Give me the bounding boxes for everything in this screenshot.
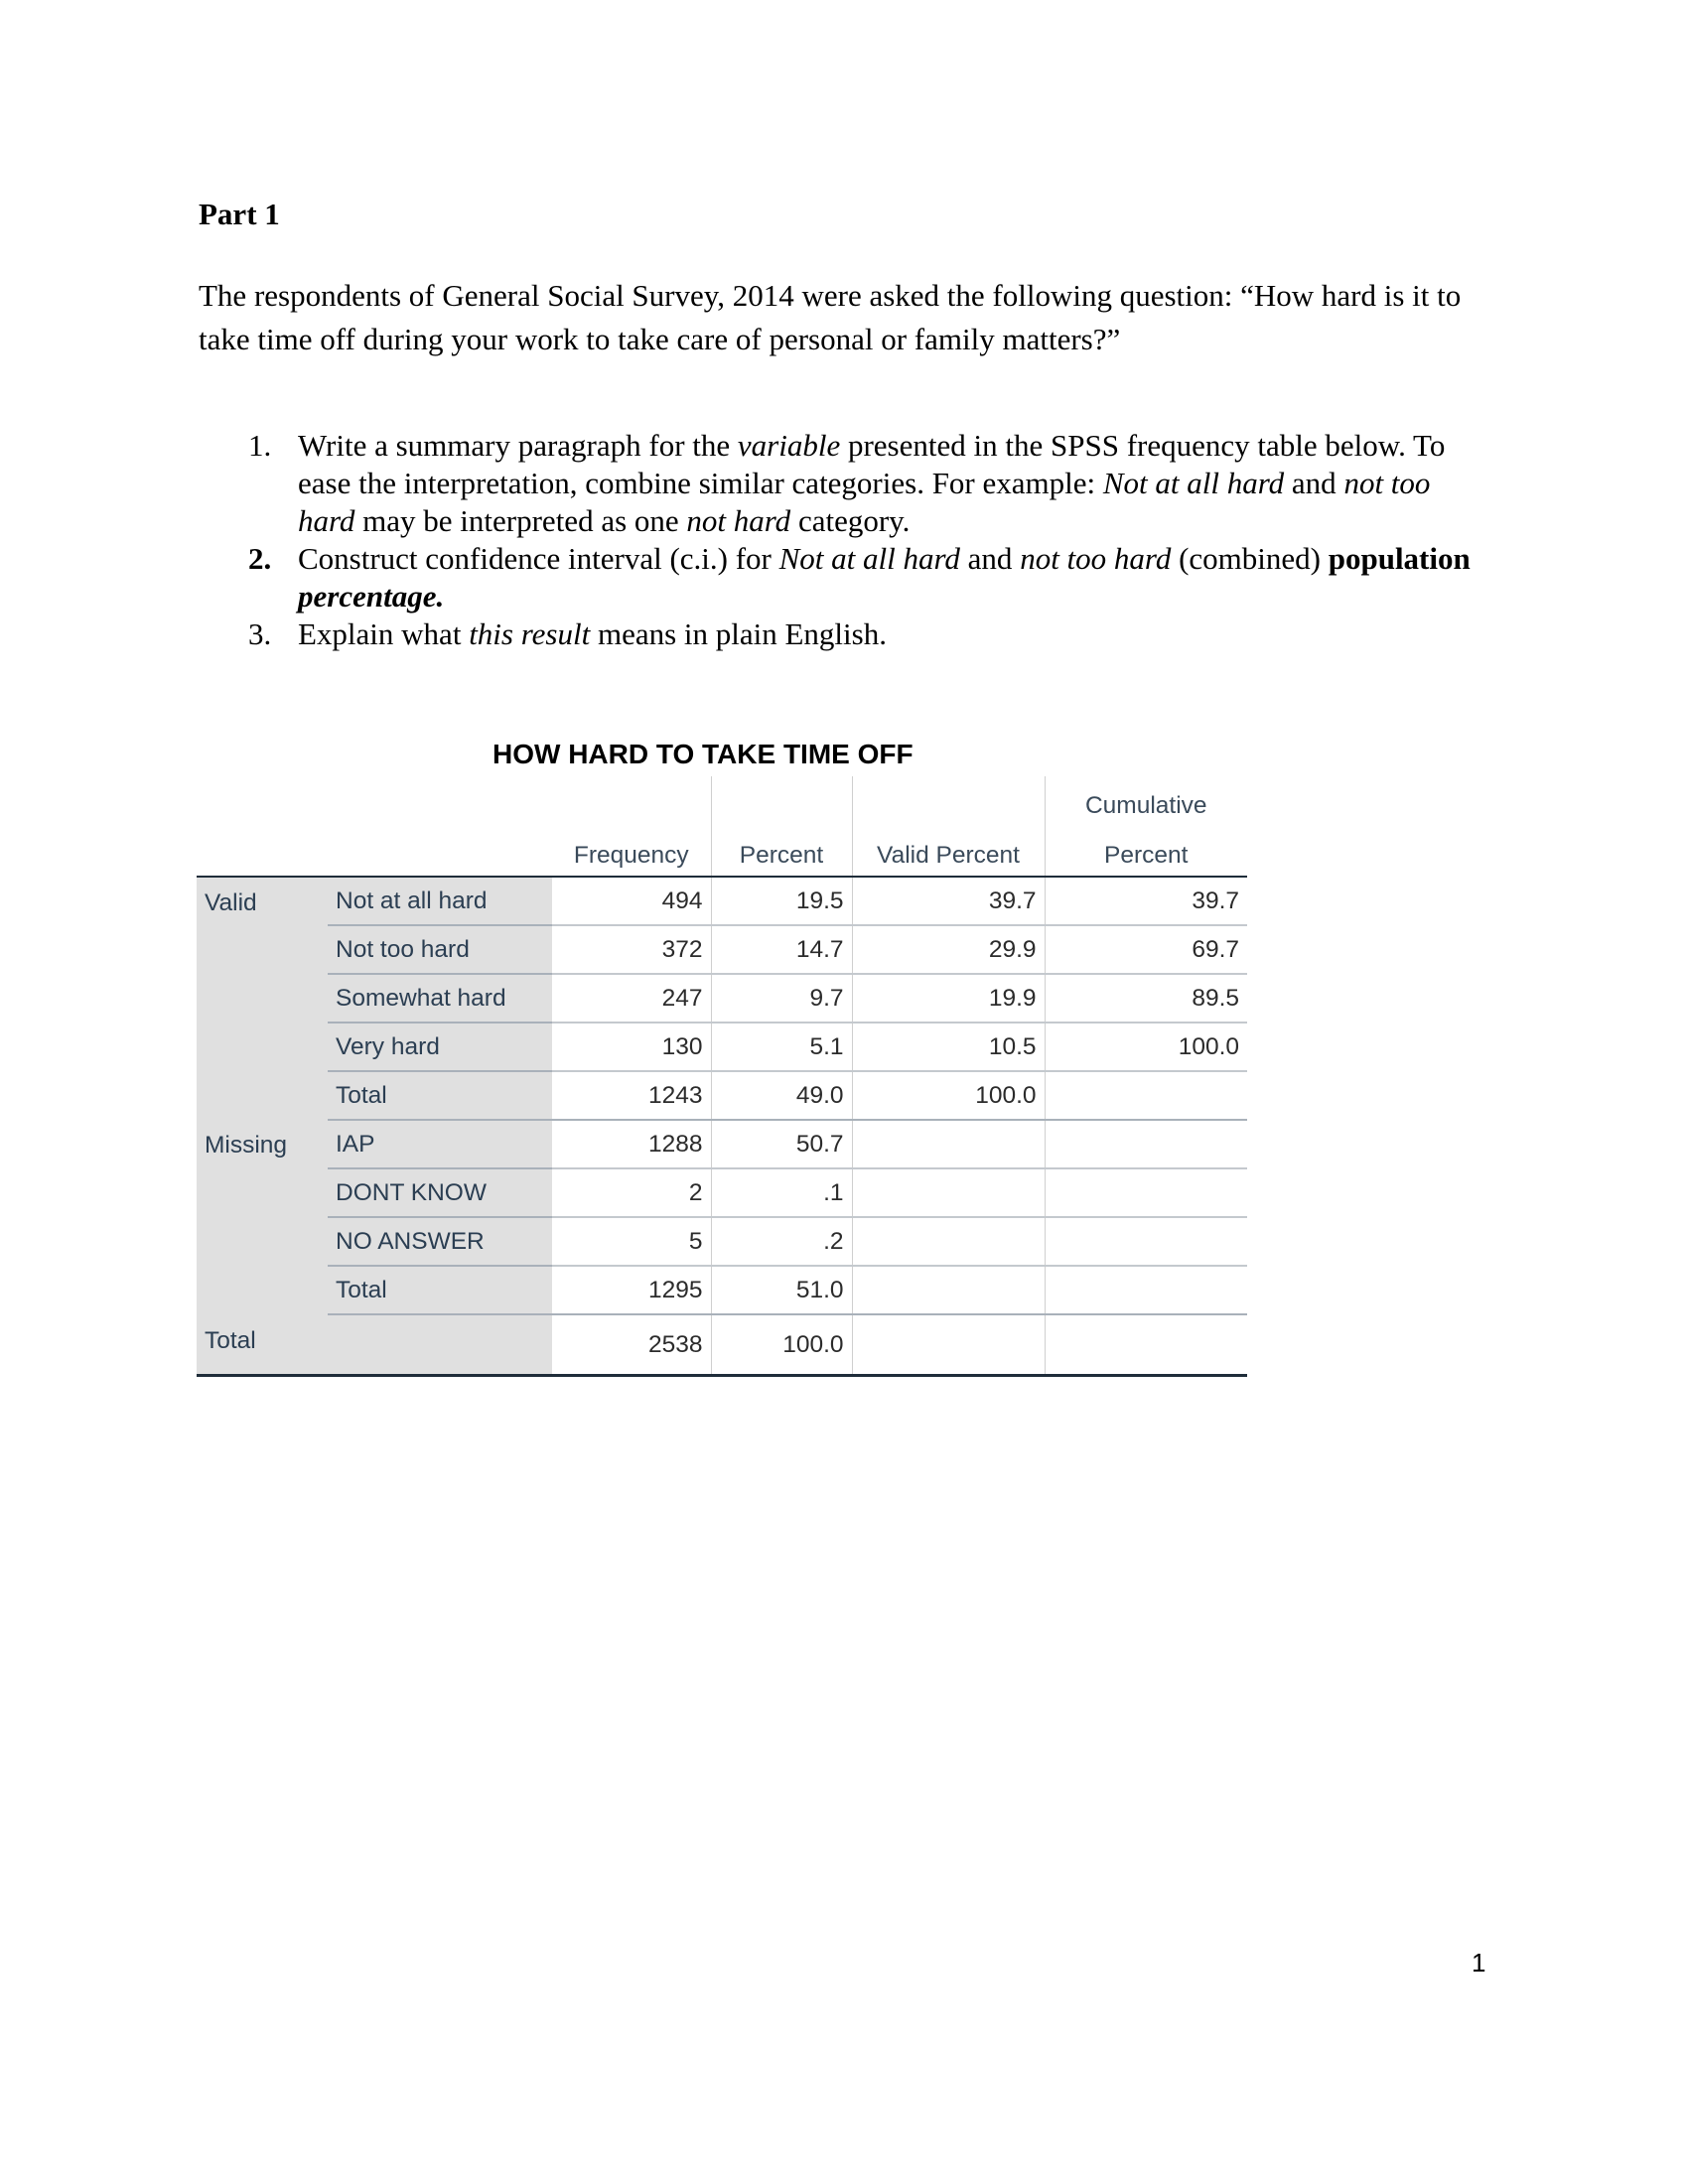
cell-cumulative: 39.7: [1045, 877, 1247, 925]
cell-percent: 50.7: [711, 1120, 852, 1168]
row-label: NO ANSWER: [328, 1217, 552, 1266]
question-text: presented in the SPSS frequency table below. To ease the interpretation, combine similar categories. For example:: [298, 428, 1446, 500]
question-text: (combined): [1171, 541, 1329, 576]
row-label: Not too hard: [328, 925, 552, 974]
cell-cumulative: [1045, 1266, 1247, 1314]
row-label: Somewhat hard: [328, 974, 552, 1023]
question-list: [199, 427, 1489, 653]
table-row: [197, 1120, 1247, 1168]
cell-percent: 51.0: [711, 1266, 852, 1314]
table-row: [197, 974, 1247, 1023]
cell-percent: 100.0: [711, 1314, 852, 1376]
cell-frequency: 247: [552, 974, 711, 1023]
question-3: [199, 615, 1489, 653]
page-number: 1: [1472, 1948, 1486, 1978]
question-1: [199, 427, 1489, 540]
question-text: and: [959, 541, 1021, 576]
intro-paragraph: The respondents of General Social Survey, 2014 were asked the following question: “How hard is it to take time off during your work to take care of personal or family matters?”: [199, 278, 1462, 356]
bold-text: population: [1328, 541, 1471, 576]
emphasis-text: Not at all hard: [1102, 466, 1285, 500]
table-row-total: [197, 1314, 1247, 1376]
cell-percent: .1: [711, 1168, 852, 1217]
row-label: DONT KNOW: [328, 1168, 552, 1217]
question-2: [199, 540, 1489, 615]
cell-cumulative: [1045, 1217, 1247, 1266]
cell-valid-percent: 39.7: [852, 877, 1045, 925]
question-number: 3.: [248, 616, 272, 651]
cell-valid-percent: 10.5: [852, 1023, 1045, 1071]
bold-italic-text: percentage.: [298, 579, 445, 614]
cell-frequency: 372: [552, 925, 711, 974]
cell-frequency: 130: [552, 1023, 711, 1071]
cell-percent: 49.0: [711, 1071, 852, 1120]
row-label: IAP: [328, 1120, 552, 1168]
header-valid-percent: Valid Percent: [852, 826, 1045, 877]
cell-cumulative: 89.5: [1045, 974, 1247, 1023]
row-label: Not at all hard: [328, 877, 552, 925]
cell-valid-percent: 19.9: [852, 974, 1045, 1023]
cell-frequency: 1243: [552, 1071, 711, 1120]
cell-valid-percent: 29.9: [852, 925, 1045, 974]
header-percent: Percent: [711, 826, 852, 877]
part-title: Part 1: [199, 197, 280, 231]
header-spacer: [552, 776, 711, 826]
table-row: [197, 925, 1247, 974]
header-spacer: [197, 776, 552, 826]
cell-valid-percent: [852, 1168, 1045, 1217]
emphasis-text: not too hard: [1020, 541, 1172, 576]
cell-frequency: 2: [552, 1168, 711, 1217]
cell-frequency: 1288: [552, 1120, 711, 1168]
cell-cumulative: [1045, 1071, 1247, 1120]
cell-percent: 5.1: [711, 1023, 852, 1071]
question-text: category.: [790, 503, 911, 538]
header-cumulative-top: Cumulative: [1045, 776, 1247, 826]
emphasis-text: not hard: [686, 503, 791, 538]
emphasis-text: not too hard: [298, 466, 1431, 538]
question-text: means in plain English.: [590, 616, 887, 651]
header-cumulative-bottom: Percent: [1045, 826, 1247, 877]
question-text: may be interpreted as one: [354, 503, 687, 538]
group-label-missing: Missing: [197, 1120, 328, 1314]
cell-frequency: 494: [552, 877, 711, 925]
table-row: [197, 1266, 1247, 1314]
table-row: [197, 1168, 1247, 1217]
frequency-table: [197, 776, 1247, 1377]
cell-frequency: 1295: [552, 1266, 711, 1314]
cell-percent: .2: [711, 1217, 852, 1266]
emphasis-text: Not at all hard: [778, 541, 960, 576]
group-label-total: Total: [197, 1314, 552, 1376]
table-row: [197, 1023, 1247, 1071]
cell-percent: 19.5: [711, 877, 852, 925]
question-text: Construct confidence interval (c.i.) for: [298, 541, 779, 576]
question-number: 2.: [248, 541, 272, 576]
cell-percent: 14.7: [711, 925, 852, 974]
group-label-valid: Valid: [197, 877, 328, 1120]
question-text: Write a summary paragraph for the: [298, 428, 738, 463]
cell-frequency: 2538: [552, 1314, 711, 1376]
emphasis-text: this result: [469, 616, 591, 651]
cell-valid-percent: 100.0: [852, 1071, 1045, 1120]
cell-cumulative: [1045, 1120, 1247, 1168]
cell-frequency: 5: [552, 1217, 711, 1266]
cell-valid-percent: [852, 1266, 1045, 1314]
header-spacer: [711, 776, 852, 826]
cell-percent: 9.7: [711, 974, 852, 1023]
table-row: [197, 1217, 1247, 1266]
header-spacer: [852, 776, 1045, 826]
cell-valid-percent: [852, 1314, 1045, 1376]
table-row: [197, 877, 1247, 925]
cell-cumulative: 100.0: [1045, 1023, 1247, 1071]
cell-cumulative: [1045, 1314, 1247, 1376]
question-number: 1.: [248, 428, 272, 463]
cell-cumulative: [1045, 1168, 1247, 1217]
table-row: [197, 1071, 1247, 1120]
cell-cumulative: 69.7: [1045, 925, 1247, 974]
question-text: and: [1284, 466, 1344, 500]
header-spacer: [197, 826, 552, 877]
header-frequency: Frequency: [552, 826, 711, 877]
cell-valid-percent: [852, 1217, 1045, 1266]
row-label: Total: [328, 1266, 552, 1314]
row-label: Total: [328, 1071, 552, 1120]
question-text: Explain what: [298, 616, 470, 651]
row-label: Very hard: [328, 1023, 552, 1071]
emphasis-text: variable: [737, 428, 841, 463]
cell-valid-percent: [852, 1120, 1045, 1168]
table-title: HOW HARD TO TAKE TIME OFF: [492, 739, 914, 769]
